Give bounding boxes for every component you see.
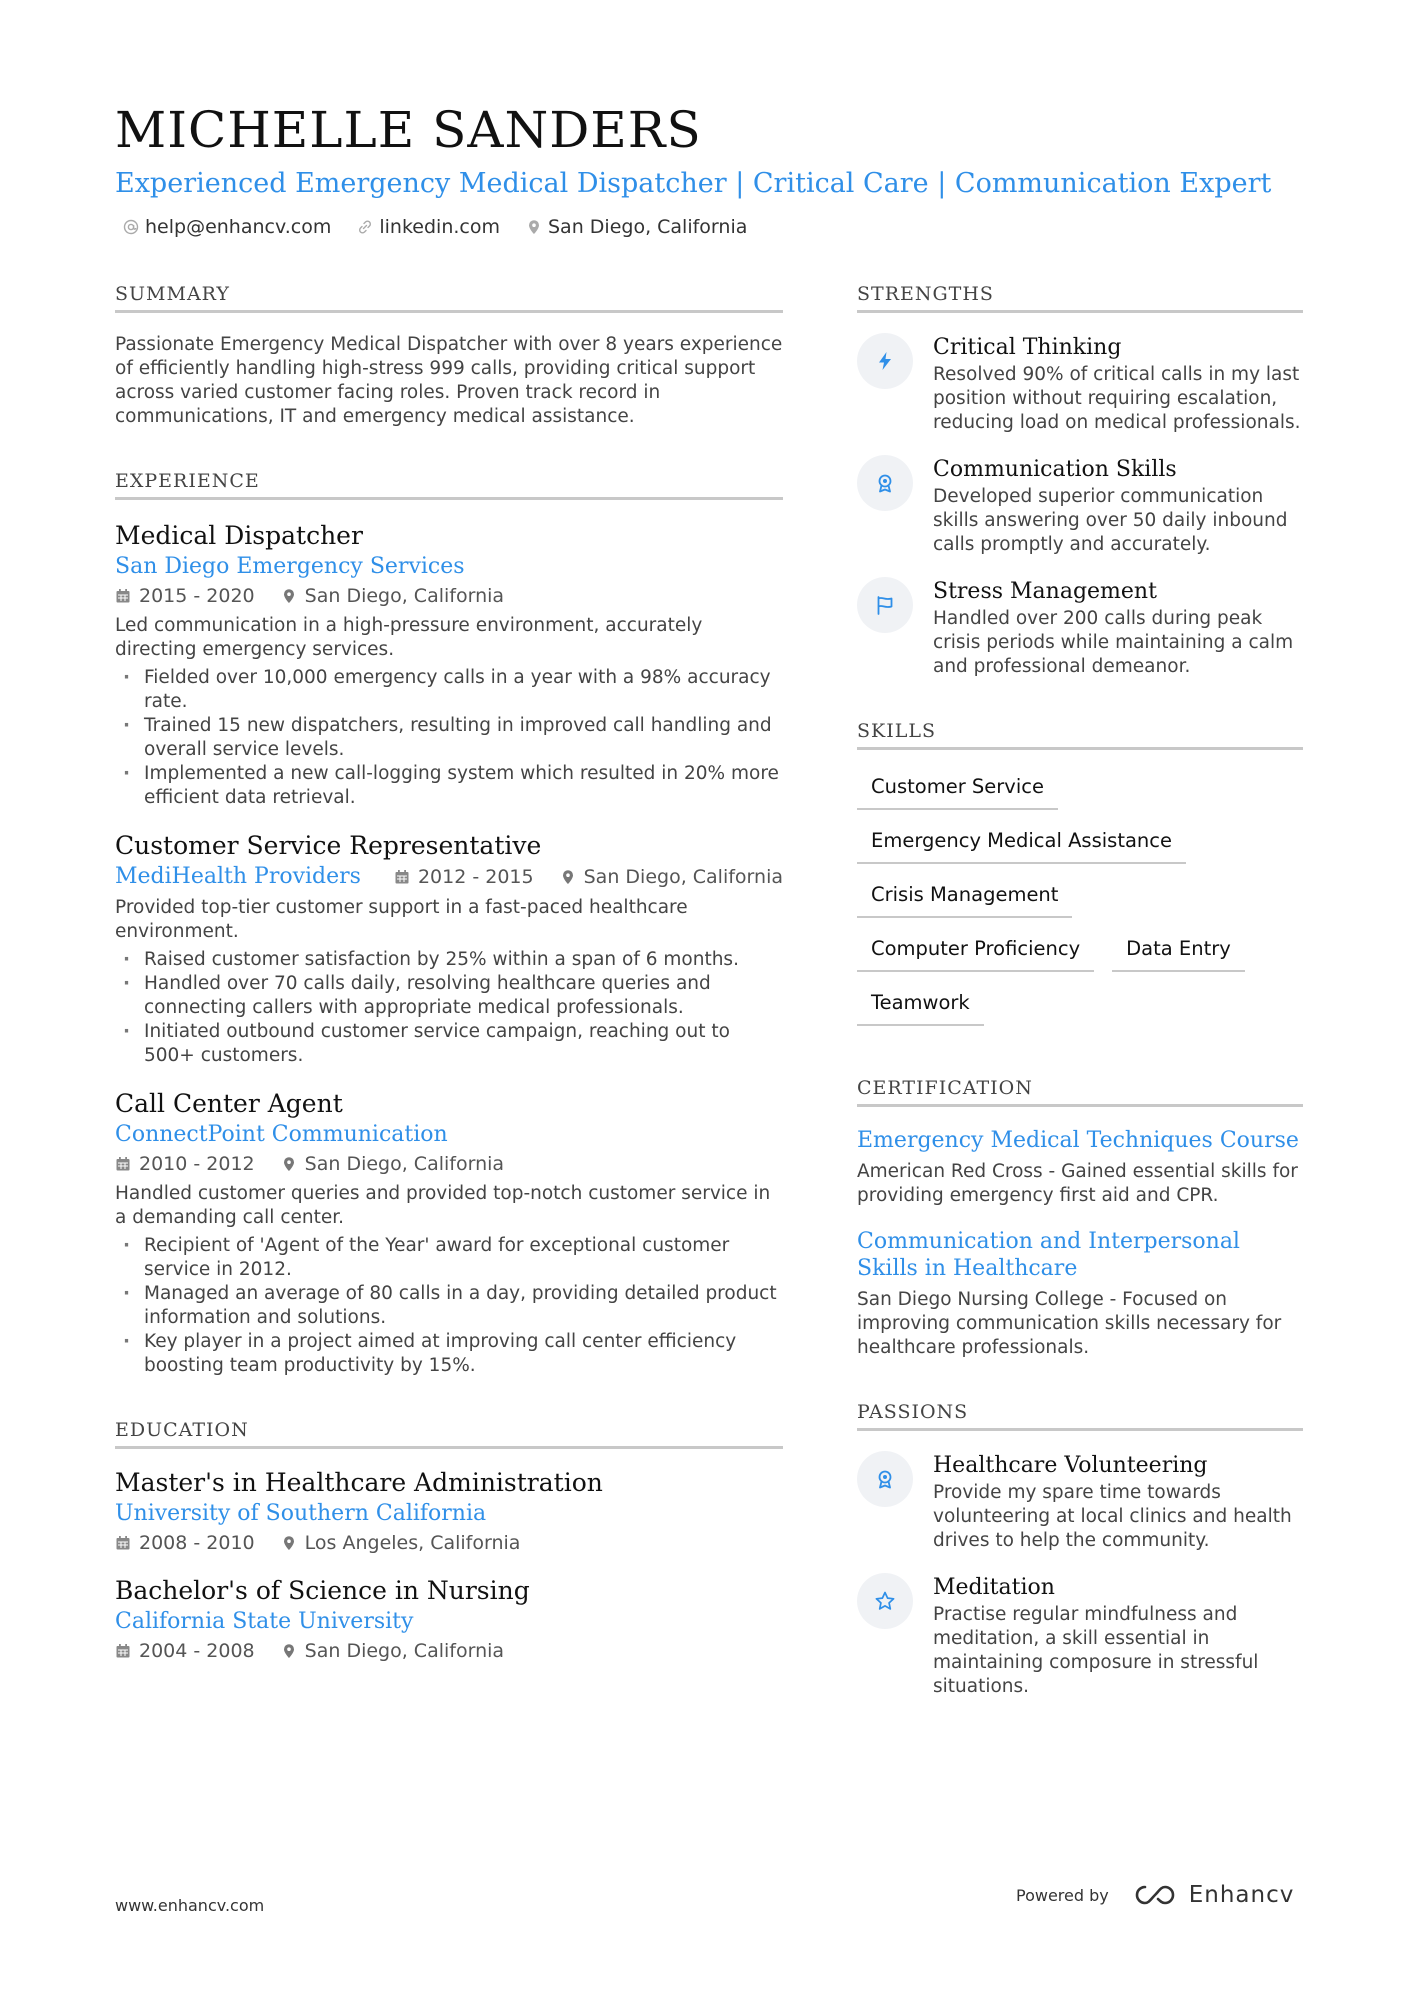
skill-tag: Crisis Management [857, 878, 1072, 918]
passions-heading: PASSIONS [857, 1400, 1303, 1431]
bullet-item: · Key player in a project aimed at improving call center efficiency boosting team productivity by 15%. [115, 1330, 783, 1378]
footer-branding [1016, 1882, 1294, 1908]
strength-text: Handled over 200 calls during peak crisis periods while maintaining a calm and professional demeanor. [933, 608, 1294, 677]
bullet-item: · Trained 15 new dispatchers, resulting in improved call handling and overall service levels. [115, 714, 783, 762]
location-text: San Diego, California [304, 1153, 505, 1175]
certification-item [857, 1228, 1303, 1360]
certification-title: Communication and Interpersonal Skills in Healthcare [857, 1229, 1240, 1281]
brand-name: Enhancv [1188, 1882, 1295, 1908]
bullet-item: · Fielded over 10,000 emergency calls in a year with a 98% accuracy rate. [115, 666, 783, 714]
skill-tag: Computer Proficiency [857, 932, 1094, 972]
degree-title: Bachelor's of Science in Nursing [115, 1576, 530, 1605]
summary-heading: SUMMARY [115, 282, 783, 313]
contact-row [123, 214, 1295, 240]
dates-text: 2008 - 2010 [139, 1532, 255, 1554]
bullet-item: · Initiated outbound customer service campaign, reaching out to 500+ customers. [115, 1020, 783, 1068]
calendar-icon [115, 588, 131, 604]
job-location [281, 582, 504, 610]
calendar-icon [394, 869, 410, 885]
education-location [281, 1637, 504, 1665]
job-title: Customer Service Representative [115, 831, 542, 860]
job-meta [115, 582, 783, 610]
dates-text: 2015 - 2020 [139, 585, 255, 607]
location-pin-icon [281, 588, 297, 604]
job-location [560, 863, 783, 891]
certification-section [857, 1076, 1303, 1360]
job-location [281, 1150, 504, 1178]
strength-text: Developed superior communication skills answering over 50 daily inbound calls promptly and accurately. [933, 486, 1288, 555]
location-text: San Diego, California [304, 1640, 505, 1662]
education-meta [115, 1529, 783, 1557]
brand-logo[interactable] [1133, 1882, 1295, 1908]
skills-section [857, 719, 1303, 1026]
strength-item [857, 577, 1303, 679]
contact-location [526, 214, 747, 240]
passion-title: Healthcare Volunteering [933, 1453, 1208, 1478]
passion-text: Provide my spare time towards volunteering at local clinics and health drives to help the community. [933, 1482, 1292, 1551]
job-bullets [115, 1234, 783, 1378]
job-description: Handled customer queries and provided top-notch customer service in a demanding call center. [115, 1183, 771, 1228]
job-dates [115, 1150, 255, 1178]
school-name: University of Southern California [115, 1501, 487, 1526]
link-icon [357, 219, 373, 235]
job-title: Medical Dispatcher [115, 521, 363, 550]
summary-text: Passionate Emergency Medical Dispatcher with over 8 years experience of efficiently handling high-stress 999 calls, providing critical support across varied customer facing roles. Proven track record in communications, IT and emergency medical assistance. [115, 334, 783, 427]
passion-text: Practise regular mindfulness and meditation, a skill essential in maintaining composure in stressful situations. [933, 1604, 1259, 1697]
certification-text: San Diego Nursing College - Focused on improving communication skills necessary for healthcare professionals. [857, 1289, 1282, 1358]
education-dates [115, 1637, 255, 1665]
calendar-icon [115, 1535, 131, 1551]
email-text: help@enhancv.com [145, 216, 332, 238]
footer-website[interactable]: www.enhancv.com [115, 1896, 265, 1915]
job-description: Led communication in a high-pressure environment, accurately directing emergency services. [115, 615, 703, 660]
strength-item [857, 455, 1303, 557]
skill-tag: Customer Service [857, 770, 1058, 810]
strength-item [857, 333, 1303, 435]
job-description: Provided top-tier customer support in a fast-paced healthcare environment. [115, 897, 688, 942]
dates-text: 2004 - 2008 [139, 1640, 255, 1662]
flag-icon [857, 577, 913, 633]
candidate-name: MICHELLE SANDERS [115, 101, 702, 159]
education-location [281, 1529, 521, 1557]
contact-email[interactable] [123, 214, 331, 240]
experience-section [115, 469, 783, 1378]
company-line [115, 862, 783, 892]
job-bullets [115, 948, 783, 1068]
education-dates [115, 1529, 255, 1557]
skills-heading: SKILLS [857, 719, 1303, 750]
at-icon [123, 219, 139, 235]
summary-section [115, 282, 783, 429]
skill-tag: Emergency Medical Assistance [857, 824, 1186, 864]
contact-linkedin[interactable] [357, 214, 500, 240]
skills-list [857, 770, 1297, 1026]
location-text: Los Angeles, California [304, 1532, 521, 1554]
calendar-icon [115, 1156, 131, 1172]
lightning-icon [857, 333, 913, 389]
location-pin-icon [281, 1156, 297, 1172]
job-dates [115, 582, 255, 610]
strengths-section [857, 282, 1303, 679]
award-icon [857, 1451, 913, 1507]
bullet-item: · Managed an average of 80 calls in a day, providing detailed product information and solutions. [115, 1282, 783, 1330]
bullet-item: · Handled over 70 calls daily, resolving healthcare queries and connecting callers with appropriate medical professionals. [115, 972, 783, 1020]
strengths-heading: STRENGTHS [857, 282, 1303, 313]
education-section [115, 1418, 783, 1665]
location-text: San Diego, California [548, 216, 748, 238]
location-text: San Diego, California [304, 585, 505, 607]
education-item [115, 1575, 783, 1665]
strength-title: Communication Skills [933, 457, 1177, 482]
calendar-icon [115, 1643, 131, 1659]
bullet-item: · Recipient of 'Agent of the Year' award for exceptional customer service in 2012. [115, 1234, 783, 1282]
certification-title: Emergency Medical Techniques Course [857, 1128, 1299, 1153]
skill-tag: Data Entry [1112, 932, 1245, 972]
right-column [857, 282, 1303, 1739]
strength-text: Resolved 90% of critical calls in my last position without requiring escalation, reducing load on medical professionals. [933, 364, 1301, 433]
left-column [115, 282, 783, 1705]
bullet-item: · Raised customer satisfaction by 25% within a span of 6 months. [115, 948, 783, 972]
education-item [115, 1467, 783, 1557]
job-bullets [115, 666, 783, 810]
enhancv-logo-icon [1133, 1883, 1179, 1907]
location-pin-icon [281, 1643, 297, 1659]
company-name: San Diego Emergency Services [115, 554, 465, 579]
education-meta [115, 1637, 783, 1665]
strength-title: Stress Management [933, 579, 1157, 604]
certification-text: American Red Cross - Gained essential skills for providing emergency first aid and CPR. [857, 1161, 1298, 1206]
star-icon [857, 1573, 913, 1629]
certification-heading: CERTIFICATION [857, 1076, 1303, 1107]
job-title: Call Center Agent [115, 1089, 343, 1118]
degree-title: Master's in Healthcare Administration [115, 1468, 603, 1497]
job-meta [115, 1150, 783, 1178]
award-icon [857, 455, 913, 511]
experience-item [115, 830, 783, 1068]
linkedin-text: linkedin.com [379, 216, 500, 238]
location-text: San Diego, California [583, 866, 783, 888]
location-pin-icon [560, 869, 576, 885]
resume-header [115, 100, 1295, 240]
dates-text: 2010 - 2012 [139, 1153, 255, 1175]
passions-section [857, 1400, 1303, 1699]
strength-title: Critical Thinking [933, 335, 1122, 360]
dates-text: 2012 - 2015 [417, 866, 534, 888]
powered-by-text: Powered by [1016, 1885, 1109, 1905]
passion-item [857, 1451, 1303, 1553]
candidate-title: Experienced Emergency Medical Dispatcher | Critical Care | Communication Expert [115, 168, 1272, 199]
job-dates [394, 863, 534, 891]
bullet-item: · Implemented a new call-logging system which resulted in 20% more efficient data retrieval. [115, 762, 783, 810]
experience-heading: EXPERIENCE [115, 469, 783, 500]
location-pin-icon [281, 1535, 297, 1551]
education-heading: EDUCATION [115, 1418, 783, 1449]
passion-title: Meditation [933, 1575, 1055, 1600]
experience-item [115, 1088, 783, 1378]
skill-tag: Teamwork [857, 986, 984, 1026]
company-name: MediHealth Providers [115, 864, 361, 889]
location-pin-icon [526, 219, 542, 235]
experience-item [115, 520, 783, 810]
passion-item [857, 1573, 1303, 1699]
job-meta [394, 863, 783, 891]
company-name: ConnectPoint Communication [115, 1122, 448, 1147]
certification-item [857, 1127, 1303, 1208]
school-name: California State University [115, 1609, 414, 1634]
